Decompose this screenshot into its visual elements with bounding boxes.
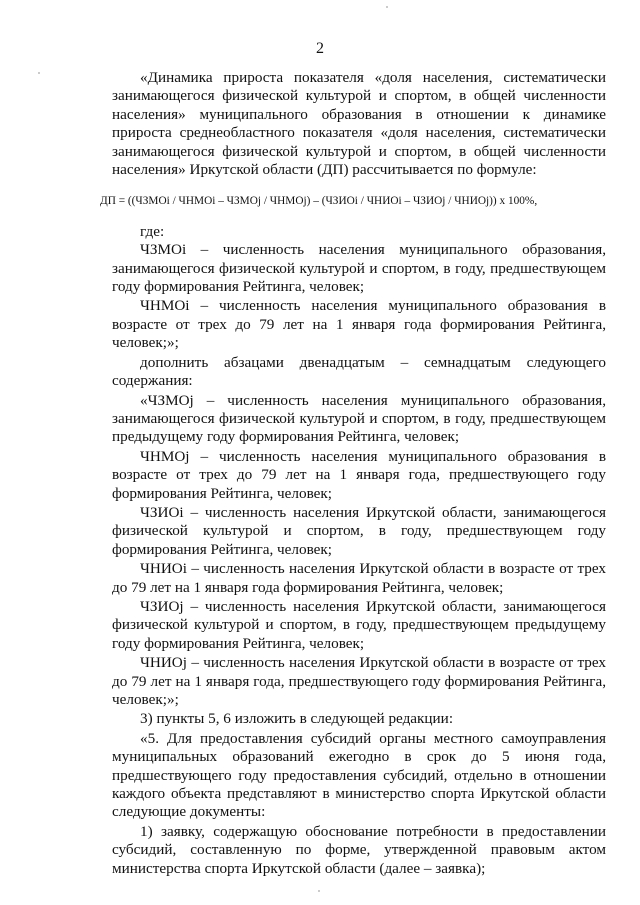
definition-chnio-j: ЧНИОj – численность населения Иркутской области в возрасте от трех до 79 лет на 1 января года, предшествующего году формирования Рейтинга, человек;»; [112, 654, 606, 708]
supplement-paragraph: дополнить абзацами двенадцатым – семнадцатым следующего содержания: [112, 353, 606, 390]
scan-speck [386, 6, 388, 8]
definition-chzmo-j: «ЧЗМОj – численность населения муниципального образования, занимающегося физической культурой и спортом, в году, предшествующем предыдущему году формирования Рейтинга, человек; [112, 391, 606, 446]
formula: ДП = ((ЧЗМОi / ЧНМОi – ЧЗМОj / ЧНМОj) – (ЧЗИОi / ЧНИОi – ЧЗИОj / ЧНИОj)) х 100%, [100, 195, 538, 208]
document-body [100, 69, 606, 878]
definition-chzmo-i: ЧЗМОi – численность населения муниципального образования, занимающегося физической культурой и спортом, в году, предшествующем году формирования Рейтинга, человек; [112, 241, 606, 296]
definition-chnmo-i: ЧНМОi – численность населения муниципального образования в возрасте от трех до 79 лет на 1 января года формирования Рейтинга, человек;»; [112, 297, 606, 352]
scan-speck [38, 72, 40, 74]
clause-5-item-1: 1) заявку, содержащую обоснование потребности в предоставлении субсидий, составленную по форме, утвержденной правовым актом министерства спорта Иркутской области (далее – заявка); [112, 822, 606, 877]
definition-chnio-i: ЧНИОi – численность населения Иркутской области в возрасте от трех до 79 лет на 1 января года формирования Рейтинга, человек; [112, 560, 606, 596]
clause-5-paragraph: «5. Для предоставления субсидий органы местного самоуправления муниципальных образований ежегодно в срок до 5 июня года, предшествующего году предоставления субсидий, отдельно в отношении каждого объекта представляют в министерство спорта Иркутской области следующие документы: [112, 729, 606, 821]
amendment-item-3: 3) пункты 5, 6 изложить в следующей редакции: [140, 710, 454, 728]
where-label: где: [140, 222, 165, 240]
definition-chzio-j: ЧЗИОj – численность населения Иркутской области, занимающегося физической культурой и спортом, в году, предшествующем предыдущему году формирования Рейтинга, человек; [112, 597, 606, 652]
intro-paragraph: «Динамика прироста показателя «доля населения, систематически занимающегося физической культурой и спортом, в общей численности населения» муниципального образования в отношении к динамике прироста среднеобластного показателя «доля населения, систематически занимающегося физической культурой и спортом, в общей численности населения» Иркутской области (ДП) рассчитывается по формуле: [112, 69, 606, 179]
page-number: 2 [316, 40, 324, 57]
scan-speck [318, 890, 320, 892]
definition-chnmo-j: ЧНМОj – численность населения муниципального образования в возрасте от трех до 79 лет на 1 января года, предшествующего году формирования Рейтинга, человек; [112, 447, 606, 502]
definition-chzio-i: ЧЗИОi – численность населения Иркутской области, занимающегося физической культурой и спортом, в году, предшествующем году формирования Рейтинга, человек; [112, 503, 606, 558]
